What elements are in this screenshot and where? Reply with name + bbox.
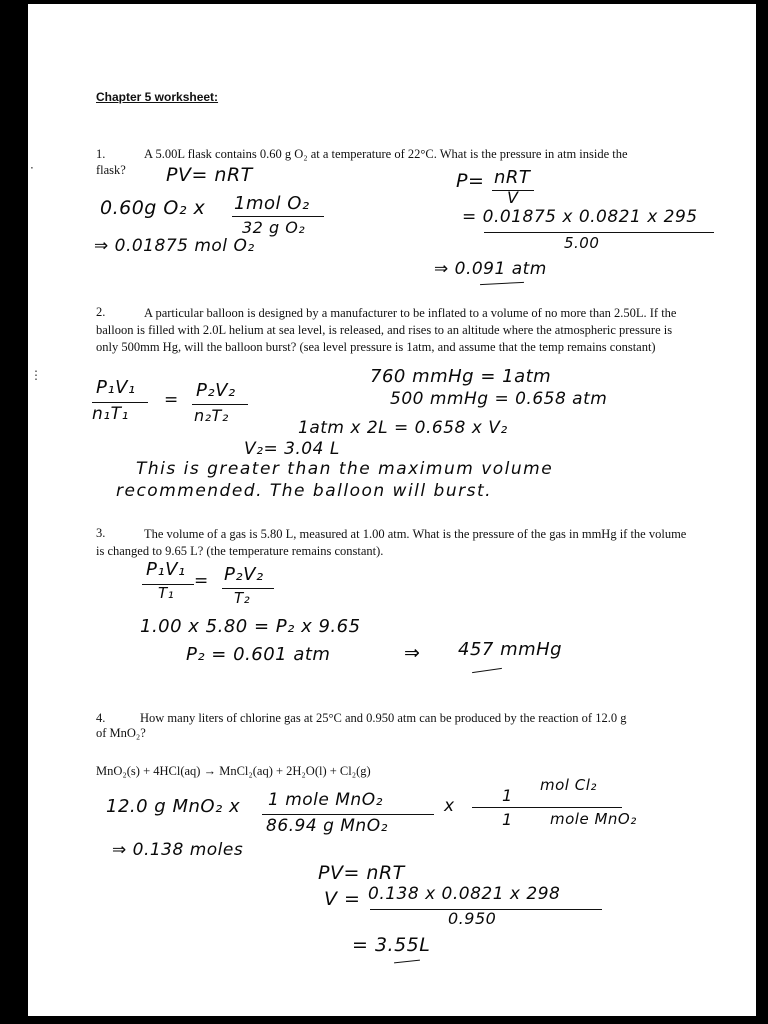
margin-mark-1: ⋅ <box>30 161 34 175</box>
q4-text-line1: How many liters of chlorine gas at 25°C and 0.950 atm can be produced by the reaction of 12.0 g <box>140 711 627 725</box>
q4-text-line2: of MnO₂? <box>96 726 146 740</box>
q2-rhs-fraction-bar <box>192 404 248 405</box>
q2-work-v2: V₂= 3.04 L <box>244 439 340 459</box>
q1-work-calc-num: = 0.01875 x 0.0821 x 295 <box>462 207 698 227</box>
q2-work-conv1: 760 mmHg = 1atm <box>370 366 552 387</box>
q3-number: 3. <box>96 526 106 540</box>
q1-work-conv-den: 32 g O₂ <box>242 218 306 237</box>
q4-work-v-num: 0.138 x 0.0821 x 298 <box>368 884 561 904</box>
q1-number: 1. <box>96 147 106 161</box>
q2-work-eq2: 1atm x 2L = 0.658 x V₂ <box>298 418 508 438</box>
q3-work-arrow: ⇒ <box>404 642 421 664</box>
q4-number: 4. <box>96 711 106 725</box>
q3-work-answer: 457 mmHg <box>458 639 563 660</box>
q4-work-x: x <box>444 796 455 816</box>
q1-work-answer: ⇒ 0.091 atm <box>434 259 547 279</box>
q1-work-mass: 0.60g O₂ x <box>100 197 206 219</box>
q2-work-rhs-den: n₂T₂ <box>194 406 229 425</box>
q1-work-conv-num: 1mol O₂ <box>234 193 310 214</box>
q1-work-moles: ⇒ 0.01875 mol O₂ <box>94 236 255 256</box>
q2-work-eq: = <box>164 390 179 410</box>
q3-work-line2: P₂ = 0.601 atm <box>186 644 331 665</box>
q4-work-f2-num-unit: mol Cl₂ <box>540 776 597 794</box>
q4-work-f1-num: 1 mole MnO₂ <box>268 790 383 810</box>
worksheet-page <box>28 4 756 1016</box>
q2-work-lhs-num: P₁V₁ <box>96 377 136 398</box>
q2-work-conclusion1: This is greater than the maximum volume <box>136 459 554 479</box>
q4-work-f1-den: 86.94 g MnO₂ <box>266 816 388 836</box>
q4-work-moles: ⇒ 0.138 moles <box>112 840 244 860</box>
q4-answer-underline <box>394 960 420 964</box>
q1-calc-fraction-bar <box>484 232 714 233</box>
q3-answer-underline <box>472 668 502 673</box>
q2-work-conclusion2: recommended. The balloon will burst. <box>116 481 493 501</box>
q4-work-v-lhs: V = <box>324 888 361 910</box>
q3-work-rhs-den: T₂ <box>234 589 251 607</box>
q1-work-calc-den: 5.00 <box>564 234 600 252</box>
q1-text-line1: A 5.00L flask contains 0.60 g O₂ at a temperature of 22°C. What is the pressure in atm inside the <box>144 147 628 161</box>
q1-work-p-lhs: P= <box>456 170 485 192</box>
q4-work-start: 12.0 g MnO₂ x <box>106 796 241 817</box>
q3-work-lhs-num: P₁V₁ <box>146 559 186 580</box>
q3-work-eq: = <box>194 571 209 591</box>
q3-work-rhs-num: P₂V₂ <box>224 564 264 585</box>
q2-work-rhs-num: P₂V₂ <box>196 380 236 401</box>
q2-lhs-fraction-bar <box>92 402 148 403</box>
q3-text: The volume of a gas is 5.80 L, measured at 1.00 atm. What is the pressure of the gas in mmHg if the volume is changed to 9.65 L? (the temperature remains constant). <box>96 527 687 558</box>
q2-work-lhs-den: n₁T₁ <box>92 404 129 424</box>
q1-conv-fraction-bar <box>232 216 324 217</box>
q2-number: 2. <box>96 305 106 319</box>
q4-work-formula: PV= nRT <box>318 862 405 884</box>
q4-work-f2-num: 1 <box>502 786 513 805</box>
q3-work-line1: 1.00 x 5.80 = P₂ x 9.65 <box>140 616 361 637</box>
q4-f2-fraction-bar <box>472 807 622 808</box>
q4-work-v-den: 0.950 <box>448 909 497 928</box>
q4-work-f2-den: 1 <box>502 810 513 829</box>
q3-work-lhs-den: T₁ <box>158 584 175 602</box>
q4-reaction-equation: MnO₂(s) + 4HCl(aq) → MnCl₂(aq) + 2H₂O(l) + Cl₂(g) <box>96 764 371 778</box>
q1-work-p-den: V <box>507 188 519 207</box>
q1-answer-underline <box>480 282 524 285</box>
q1-work-p-num: nRT <box>494 167 531 188</box>
margin-mark-2: ⋮ <box>30 368 42 382</box>
q4-work-f2-den-unit: mole MnO₂ <box>550 810 637 828</box>
q1-text-line2: flask? <box>96 163 126 177</box>
q2-text: A particular balloon is designed by a manufacturer to be inflated to a volume of no more than 2.50L. If the balloon is filled with 2.0L helium at sea level, is released, and rises to an altitude where the atmospheric pressure is only 500mm Hg, will the balloon burst? (sea level pressure is 1atm, and assume that the temp remains constant) <box>96 306 677 354</box>
q4-work-answer: = 3.55L <box>352 934 431 956</box>
q2-work-conv2: 500 mmHg = 0.658 atm <box>390 389 608 409</box>
q1-work-formula: PV= nRT <box>166 164 253 186</box>
q4-f1-fraction-bar <box>262 814 434 815</box>
page-title: Chapter 5 worksheet: <box>96 90 219 104</box>
